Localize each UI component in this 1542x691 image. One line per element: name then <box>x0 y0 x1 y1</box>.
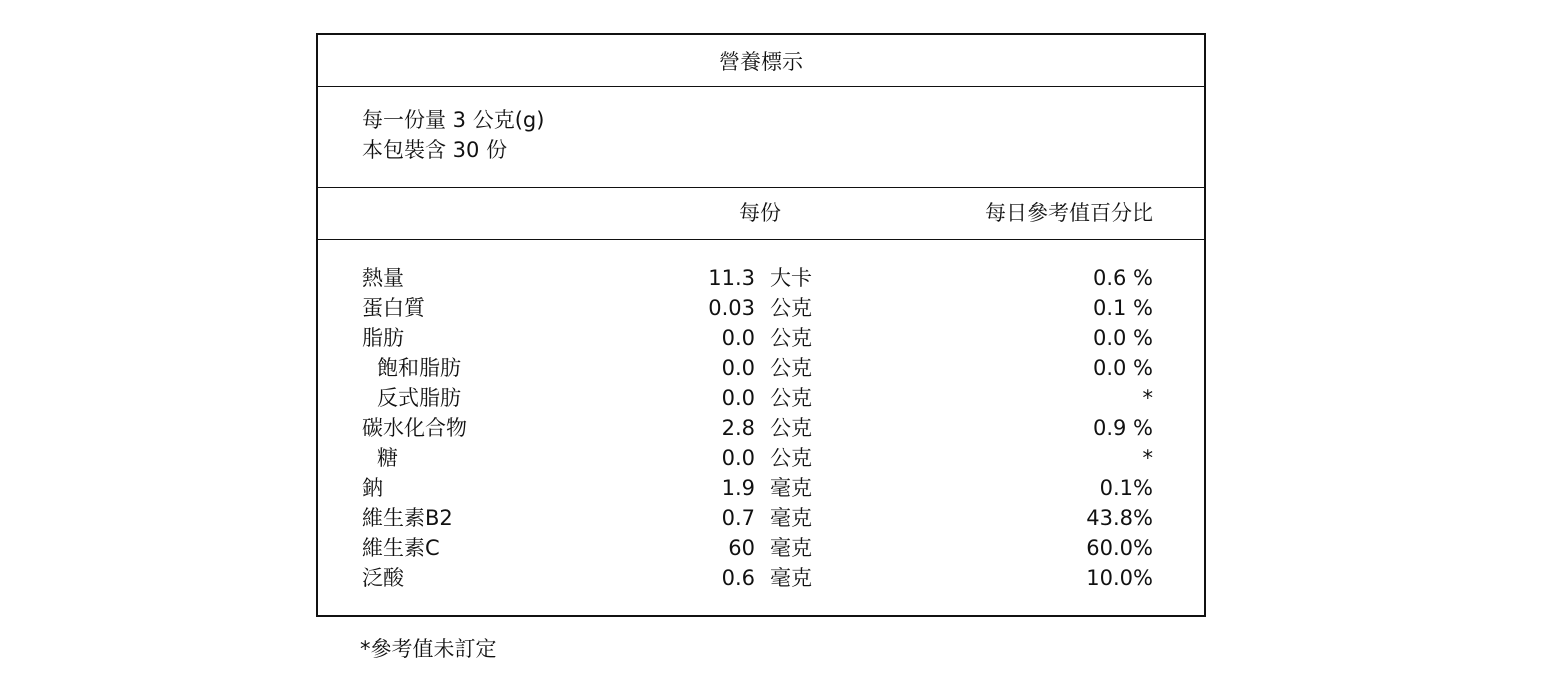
nutrient-row <box>318 473 1204 503</box>
nutrient-amount: 2.8 <box>721 416 755 440</box>
nutrient-daily-value: 0.1% <box>1099 476 1153 500</box>
nutrient-unit: 公克 <box>770 416 812 440</box>
nutrient-row <box>318 443 1204 473</box>
nutrient-row <box>318 413 1204 443</box>
nutrient-row <box>318 263 1204 293</box>
nutrient-row <box>318 563 1204 593</box>
nutrient-unit: 大卡 <box>770 266 812 290</box>
nutrient-unit: 毫克 <box>770 566 812 590</box>
nutrient-amount: 0.0 <box>721 356 755 380</box>
nutrient-row <box>318 293 1204 323</box>
nutrient-row <box>318 383 1204 413</box>
nutrient-daily-value: 0.1 % <box>1092 296 1153 320</box>
nutrient-daily-value: 0.9 % <box>1092 416 1153 440</box>
nutrient-row <box>318 533 1204 563</box>
nutrient-amount: 0.6 <box>721 566 755 590</box>
nutrient-name: 維生素C <box>362 536 440 560</box>
servings-per-package: 本包裝含 30 份 <box>362 138 508 162</box>
nutrient-name: 反式脂肪 <box>377 386 461 410</box>
nutrient-list <box>318 263 1204 593</box>
label-title: 營養標示 <box>719 49 803 74</box>
nutrient-name: 糖 <box>377 446 398 470</box>
nutrient-name: 飽和脂肪 <box>377 356 461 380</box>
column-header-row <box>318 188 1204 240</box>
nutrient-unit: 公克 <box>770 296 812 320</box>
nutrient-unit: 公克 <box>770 386 812 410</box>
nutrient-name: 脂肪 <box>362 326 404 350</box>
nutrient-unit: 公克 <box>770 356 812 380</box>
nutrient-daily-value: 0.0 % <box>1092 326 1153 350</box>
nutrient-daily-value: 10.0% <box>1086 566 1153 590</box>
nutrition-label <box>316 33 1206 617</box>
nutrient-amount: 1.9 <box>721 476 755 500</box>
nutrient-amount: 0.03 <box>708 296 755 320</box>
nutrient-daily-value: 0.6 % <box>1092 266 1153 290</box>
nutrient-name: 泛酸 <box>362 566 404 590</box>
nutrient-row <box>318 323 1204 353</box>
label-title-row <box>318 35 1204 87</box>
nutrient-daily-value: 60.0% <box>1086 536 1153 560</box>
column-per-serving: 每份 <box>739 201 781 225</box>
serving-size: 每一份量 3 公克(g) <box>362 108 545 132</box>
nutrient-amount: 0.0 <box>721 326 755 350</box>
nutrient-amount: 0.0 <box>721 386 755 410</box>
nutrient-unit: 毫克 <box>770 476 812 500</box>
nutrient-name: 熱量 <box>362 266 404 290</box>
nutrient-unit: 公克 <box>770 326 812 350</box>
footnote: *參考值未訂定 <box>360 637 497 661</box>
nutrient-amount: 0.0 <box>721 446 755 470</box>
nutrient-unit: 毫克 <box>770 506 812 530</box>
serving-info <box>318 87 1204 188</box>
nutrient-amount: 0.7 <box>721 506 755 530</box>
nutrient-name: 維生素B2 <box>362 506 453 530</box>
nutrient-unit: 公克 <box>770 446 812 470</box>
nutrient-name: 鈉 <box>362 476 383 500</box>
nutrient-unit: 毫克 <box>770 536 812 560</box>
nutrient-daily-value: * <box>1142 386 1153 410</box>
nutrient-daily-value: 0.0 % <box>1092 356 1153 380</box>
nutrient-name: 碳水化合物 <box>362 416 467 440</box>
nutrient-daily-value: 43.8% <box>1086 506 1153 530</box>
nutrient-daily-value: * <box>1142 446 1153 470</box>
column-daily-value: 每日參考值百分比 <box>985 201 1153 225</box>
nutrient-row <box>318 353 1204 383</box>
nutrient-amount: 60 <box>728 536 755 560</box>
nutrient-row <box>318 503 1204 533</box>
nutrient-name: 蛋白質 <box>362 296 425 320</box>
nutrient-amount: 11.3 <box>708 266 755 290</box>
